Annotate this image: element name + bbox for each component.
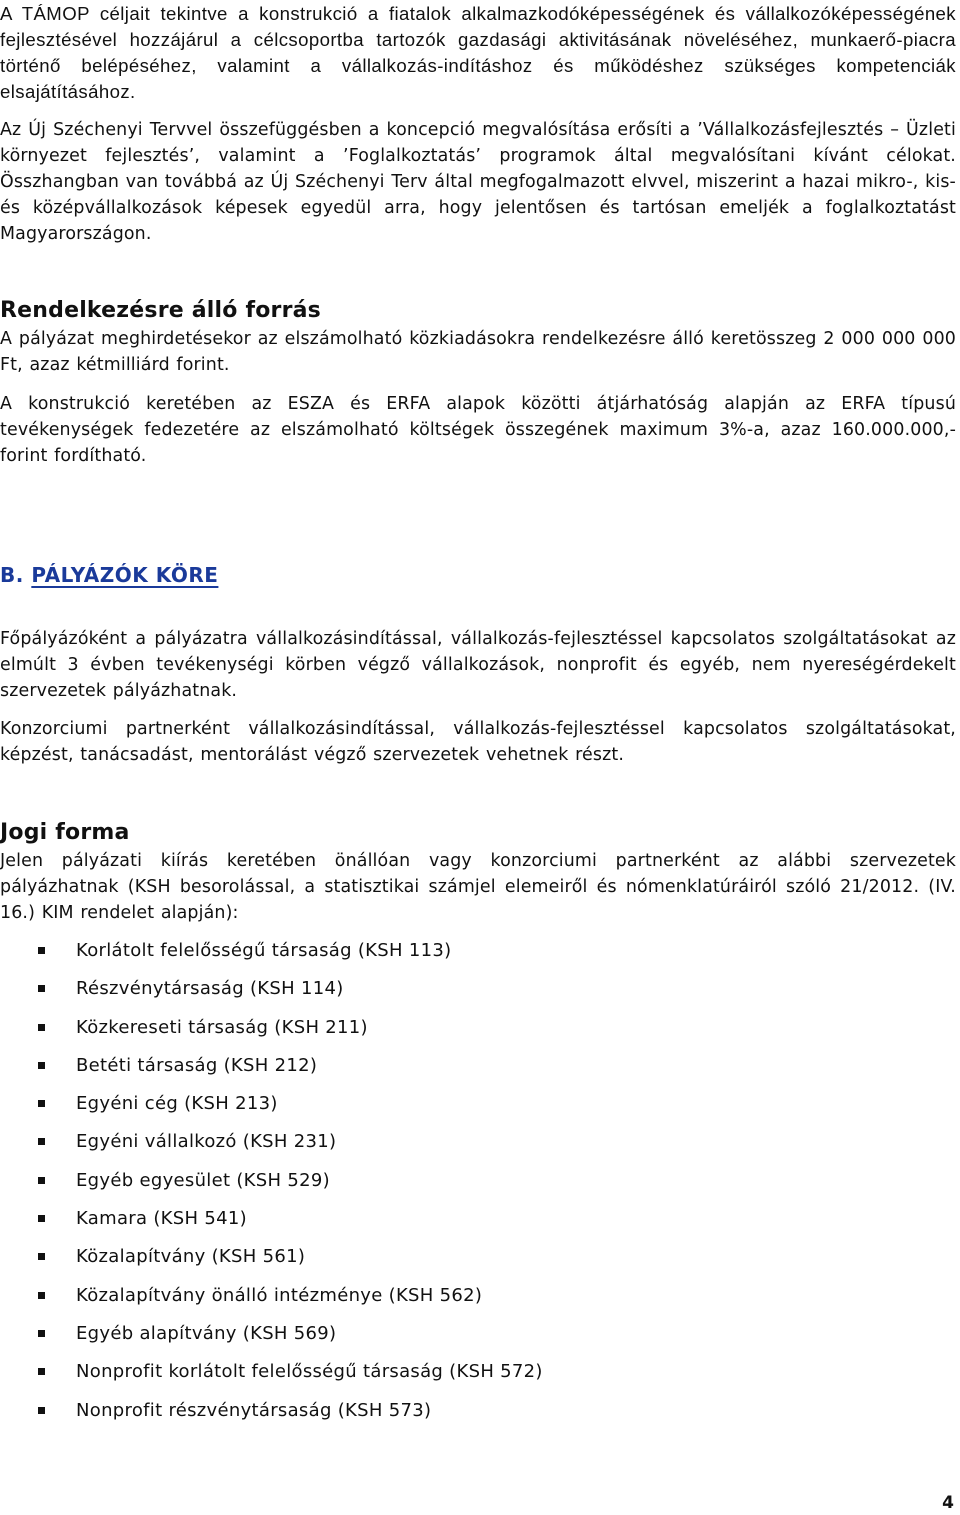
list-item: Közalapítvány (KSH 561) — [0, 1242, 956, 1280]
square-bullet-icon — [38, 1062, 45, 1069]
section-b-heading — [0, 562, 956, 588]
square-bullet-icon — [38, 1177, 45, 1184]
square-bullet-icon — [38, 985, 45, 992]
square-bullet-icon — [38, 947, 45, 954]
square-bullet-icon — [38, 1407, 45, 1414]
square-bullet-icon — [38, 1368, 45, 1375]
square-bullet-icon — [38, 1215, 45, 1222]
square-bullet-icon — [38, 1292, 45, 1299]
erfa-paragraph: A konstrukció keretében az ESZA és ERFA alapok közötti átjárhatóság alapján az ERFA típusú tevékenységek fedezetére az elszámolható költségek összegének maximum 3%-a, azaz 160.000.000,- forint fordítható. — [0, 394, 956, 466]
square-bullet-icon — [38, 1330, 45, 1337]
list-item: Kamara (KSH 541) — [0, 1204, 956, 1242]
list-item: Betéti társaság (KSH 212) — [0, 1051, 956, 1089]
budget-paragraph: A pályázat meghirdetésekor az elszámolható közkiadásokra rendelkezésre álló keretösszeg 2 000 000 000 Ft, azaz kétmilliárd forint. — [0, 329, 956, 375]
intro-paragraph: A TÁMOP céljait tekintve a konstrukció a fiatalok alkalmazkodóképességének és vállalkozóképességének fejlesztésével hozzájárul a célcsoportba tartozók gazdasági aktivitásának növeléséhez, munkaerő-piacra történő belépéséhez, valamint a vállalkozás-indításhoz és működéshez szükséges kompetenciák elsajátításához. — [0, 3, 956, 102]
heading-jogi-forma: Jogi forma — [0, 820, 130, 845]
heading-forras: Rendelkezésre álló forrás — [0, 298, 321, 323]
list-item: Közkereseti társaság (KSH 211) — [0, 1013, 956, 1051]
list-item: Részvénytársaság (KSH 114) — [0, 974, 956, 1012]
list-item: Nonprofit korlátolt felelősségű társaság (KSH 572) — [0, 1357, 956, 1395]
section-b-letter: B. — [0, 563, 24, 587]
legal-form-intro-paragraph: Jelen pályázati kiírás keretében önállóan vagy konzorciumi partnerként az alábbi szervezetek pályázhatnak (KSH besorolással, a statisztikai számjel elemeiről és nómenklatúráiról szóló 21/2012. (IV. 16.) KIM rendelet alapján): — [0, 851, 956, 923]
list-item: Egyéni cég (KSH 213) — [0, 1089, 956, 1127]
list-item: Korlátolt felelősségű társaság (KSH 113) — [0, 936, 956, 974]
square-bullet-icon — [38, 1138, 45, 1145]
list-item: Közalapítvány önálló intézménye (KSH 562) — [0, 1281, 956, 1319]
szechenyi-paragraph: Az Új Széchenyi Tervvel összefüggésben a koncepció megvalósítása erősíti a ’Vállalkozásfejlesztés – Üzleti környezet fejlesztés’, valamint a ’Foglalkoztatás’ programok által megvalósítani kívánt célokat. Összhangban van továbbá az Új Széchenyi Terv által megfogalmazott elvvel, miszerint a hazai mikro-, kis- és középvállalkozások képesek egyedül arra, hogy jelentősen és tartósan emeljék a foglalkoztatást Magyarországon. — [0, 120, 956, 244]
legal-form-list — [0, 936, 956, 1434]
section-b-title: PÁLYÁZÓK KÖRE — [31, 563, 219, 587]
square-bullet-icon — [38, 1024, 45, 1031]
list-item: Nonprofit részvénytársaság (KSH 573) — [0, 1396, 956, 1434]
list-item: Egyéni vállalkozó (KSH 231) — [0, 1127, 956, 1165]
square-bullet-icon — [38, 1253, 45, 1260]
square-bullet-icon — [38, 1100, 45, 1107]
consortium-paragraph: Konzorciumi partnerként vállalkozásindítással, vállalkozás-fejlesztéssel kapcsolatos szolgáltatásokat, képzést, tanácsadást, mentorálást végző szervezetek vehetnek részt. — [0, 719, 956, 765]
list-item: Egyéb alapítvány (KSH 569) — [0, 1319, 956, 1357]
list-item: Egyéb egyesület (KSH 529) — [0, 1166, 956, 1204]
page-number: 4 — [942, 1493, 954, 1513]
main-applicant-paragraph: Főpályázóként a pályázatra vállalkozásindítással, vállalkozás-fejlesztéssel kapcsolatos szolgáltatásokat az elmúlt 3 évben tevékenységi körben végző vállalkozások, nonprofit és egyéb, nem nyereségérdekelt szervezetek pályázhatnak. — [0, 629, 956, 701]
